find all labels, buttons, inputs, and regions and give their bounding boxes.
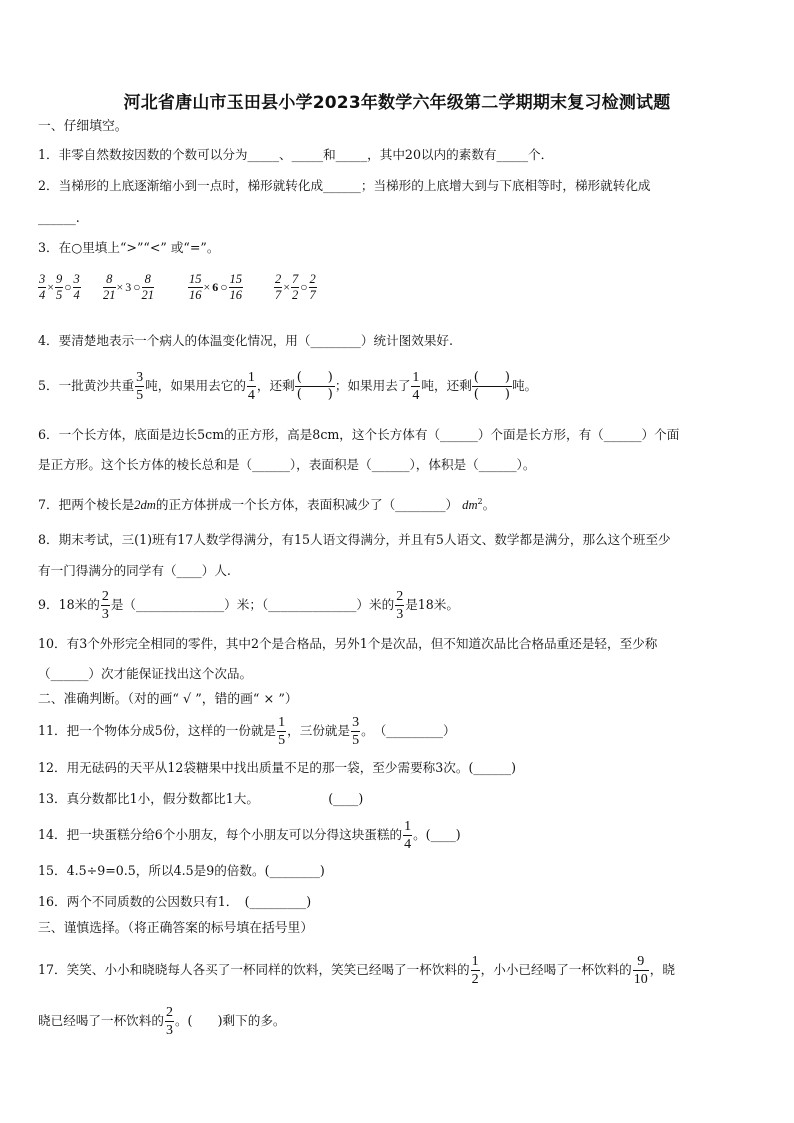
question-15: 15．4.5÷9=0.5，所以4.5是9的倍数。(________) (38, 863, 325, 878)
question-6-line-2: 是正方形。这个长方体的棱长总和是（______），表面积是（______），体积是（______）。 (38, 457, 536, 472)
question-7: 7．把两个棱长是2dm的正方体拼成一个长方体，表面积减少了（________） $dm^2$。 (38, 497, 496, 513)
question-5: 5．一批黄沙共重 $\frac{3}{5}$ 吨，如果用去它的 $\frac{1}{4}$ ，还剩 ( ) ( ) ；如果用去了 $\frac{1}{4}$ 吨，还剩 ( ) ( ) 吨。 (38, 370, 538, 403)
question-14: 14．把一块蛋糕分给6个小朋友，每个小朋友可以分得这块蛋糕的 $\frac{1}{4}$ 。(____) (38, 819, 461, 852)
question-8-line-1: 8．期末考试，三(1)班有17人数学得满分，有15人语文得满分，并且有5人语文、数学都是满分，那么这个班至少 (38, 532, 671, 547)
question-11: 11．把一个物体分成5份，这样的一份就是 $\frac{1}{5}$ ，三份就是 $\frac{3}{5}$ 。 （_________） (38, 715, 456, 748)
q3-item-4: $\frac{2}{7}$ × $\frac{7}{2}$ ○ $\frac{2}{7}$ (275, 272, 316, 302)
compare-circle[interactable]: ○ (220, 280, 228, 294)
question-4: 4．要清楚地表示一个病人的体温变化情况，用（________）统计图效果好. (38, 333, 454, 348)
question-3: 3．在○里填上“>”“<” 或“=”。 (38, 240, 220, 255)
question-6-line-1: 6．一个长方体，底面是边长5cm的正方形，高是8cm，这个长方体有（______）个面是长方形，有（______）个面 (38, 427, 680, 442)
compare-circle[interactable]: ○ (64, 280, 72, 294)
question-2-line-2: ______. (38, 210, 80, 225)
question-9: 9．18米的 $\frac{2}{3}$ 是（______________）米；（______________）米的 $\frac{2}{3}$ 是18米。 (38, 589, 459, 622)
question-2-line-1: 2．当梯形的上底逐渐缩小到一点时，梯形就转化成______；当梯形的上底增大到与下底相等时，梯形就转化成 (38, 178, 651, 193)
q3-item-2: $\frac{8}{21}$ × 3 ○ $\frac{8}{21}$ (103, 272, 155, 302)
question-13: 13．真分数都比1小，假分数都比1大。 (____) (38, 791, 364, 806)
q3-item-1: $\frac{3}{4}$ × $\frac{9}{5}$ ○ $\frac{3}{4}$ (39, 272, 80, 302)
question-10-line-1: 10．有3个外形完全相同的零件，其中2个是合格品，另外1个是次品，但不知道次品比合格品重还是轻，至少称 (38, 636, 658, 651)
compare-circle[interactable]: ○ (133, 280, 141, 294)
question-17-line-1: 17．笑笑、小小和晓晓每人各买了一杯同样的饮料，笑笑已经喝了一杯饮料的 $\frac{1}{2}$ ，小小已经喝了一杯饮料的 $\frac{9}{10}$ ，晓 (38, 954, 675, 987)
question-16: 16．两个不同质数的公因数只有1． (_________) (38, 894, 312, 909)
question-8-line-2: 有一门得满分的同学有（____）人. (38, 563, 231, 578)
compare-circle[interactable]: ○ (300, 280, 308, 294)
question-17-line-2: 晓已经喝了一杯饮料的 $\frac{2}{3}$ 。( )剩下的多。 (38, 1005, 286, 1038)
section-1-heading: 一、仔细填空。 (38, 119, 128, 134)
question-10-line-2: （______）次才能保证找出这个次品。 (38, 666, 253, 681)
question-1: 1．非零自然数按因数的个数可以分为_____、_____和_____，其中20以内的素数有_____个． (38, 147, 554, 162)
question-12: 12．用无砝码的天平从12袋糖果中找出质量不足的那一袋，至少需要称3次。(______) (38, 760, 517, 775)
q3-item-3: $\frac{15}{16}$ × 6 ○ $\frac{15}{16}$ (189, 272, 243, 302)
section-3-heading: 三、谨慎选择。（将正确答案的标号填在括号里） (38, 921, 314, 936)
page-title: 河北省唐山市玉田县小学2023年数学六年级第二学期期末复习检测试题 (123, 93, 671, 113)
section-2-heading: 二、准确判断。（对的画“ √ ”，错的画“ × ”） (38, 692, 298, 707)
